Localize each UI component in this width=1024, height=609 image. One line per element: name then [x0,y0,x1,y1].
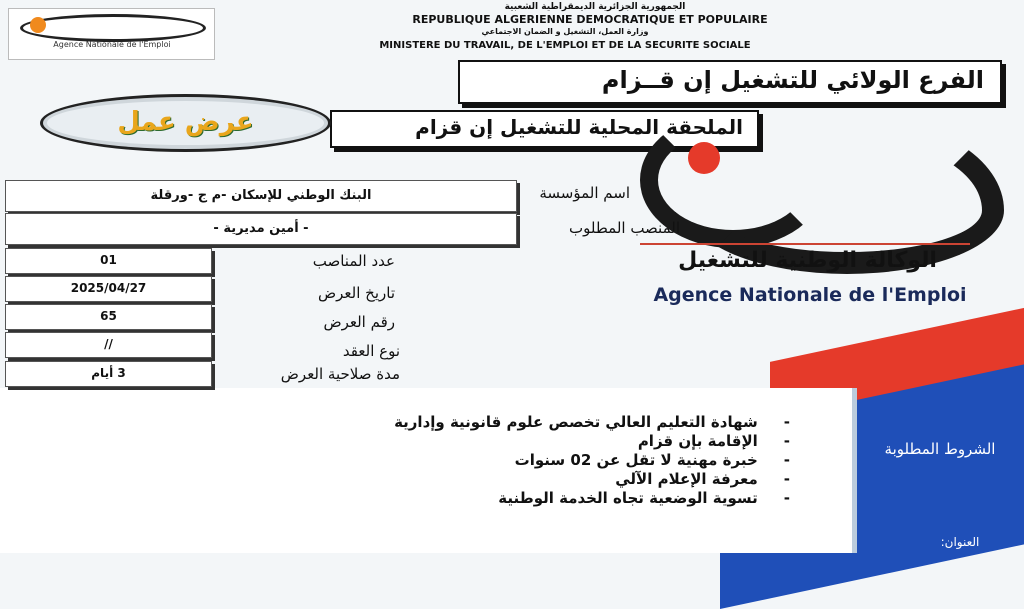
logo-divider [640,243,970,245]
count-label: عدد المناصب [312,252,395,270]
anem-logo-dot-icon [688,142,720,174]
list-item: - الإقامة بإن قزام [300,432,790,451]
number-value: 65 [5,304,212,330]
validity-value: 3 أيام [5,361,212,387]
date-label: تاريخ العرض [318,284,395,302]
conditions-title: الشروط المطلوبة [884,440,996,458]
contract-value: // [5,332,212,358]
requirements-list [300,413,790,508]
header-ministry-ar: وزارة العمل، التشغيل و الضمان الاجتماعي [481,27,649,36]
list-item: - تسوية الوضعية تجاه الخدمة الوطنية [300,489,790,508]
position-label: المنصب المطلوب [569,219,680,237]
local-office-title: الملحقة المحلية للتشغيل إن قزام [415,115,743,139]
agency-name-fr: Agence Nationale de l'Emploi [653,284,967,306]
position-value: - أمين مديرية - [5,213,517,245]
institution-label: اسم المؤسسة [539,184,630,202]
institution-value: البنك الوطني للإسكان -م ج -ورقلة [5,180,517,212]
list-item: - خبرة مهنية لا تقل عن 02 سنوات [300,451,790,470]
branch-title: الفرع الولائي للتشغيل إن قــزام [601,66,984,94]
header-ministry-fr: MINISTERE DU TRAVAIL, DE L'EMPLOI ET DE LA SECURITE SOCIALE [379,40,751,51]
header-republic-fr: REPUBLIQUE ALGERIENNE DEMOCRATIQUE ET POPULAIRE [412,13,768,26]
offer-badge [40,94,331,152]
validity-label: مدة صلاحية العرض [280,365,400,383]
branch-title-box [458,60,1002,104]
count-value: 01 [5,248,212,274]
address-label: العنوان: [940,535,980,549]
logo-dot-icon [30,17,46,33]
header-arabic-republic: الجمهورية الجزائرية الديمقراطية الشعبية [504,2,686,12]
agency-name-ar: الوكالة الوطنية للتشغيل [678,248,937,273]
offer-label: عرض عمل [117,107,254,137]
number-label: رقم العرض [323,313,395,331]
date-value: 2025/04/27 [5,276,212,302]
logo-ring-icon [20,14,206,42]
contract-label: نوع العقد [342,342,400,360]
small-logo-caption: Agence Nationale de l'Emploi [53,40,171,49]
list-item: - شهادة التعليم العالي تخصص علوم قانونية وإدارية [300,413,790,432]
list-item: - معرفة الإعلام الآلي [300,470,790,489]
